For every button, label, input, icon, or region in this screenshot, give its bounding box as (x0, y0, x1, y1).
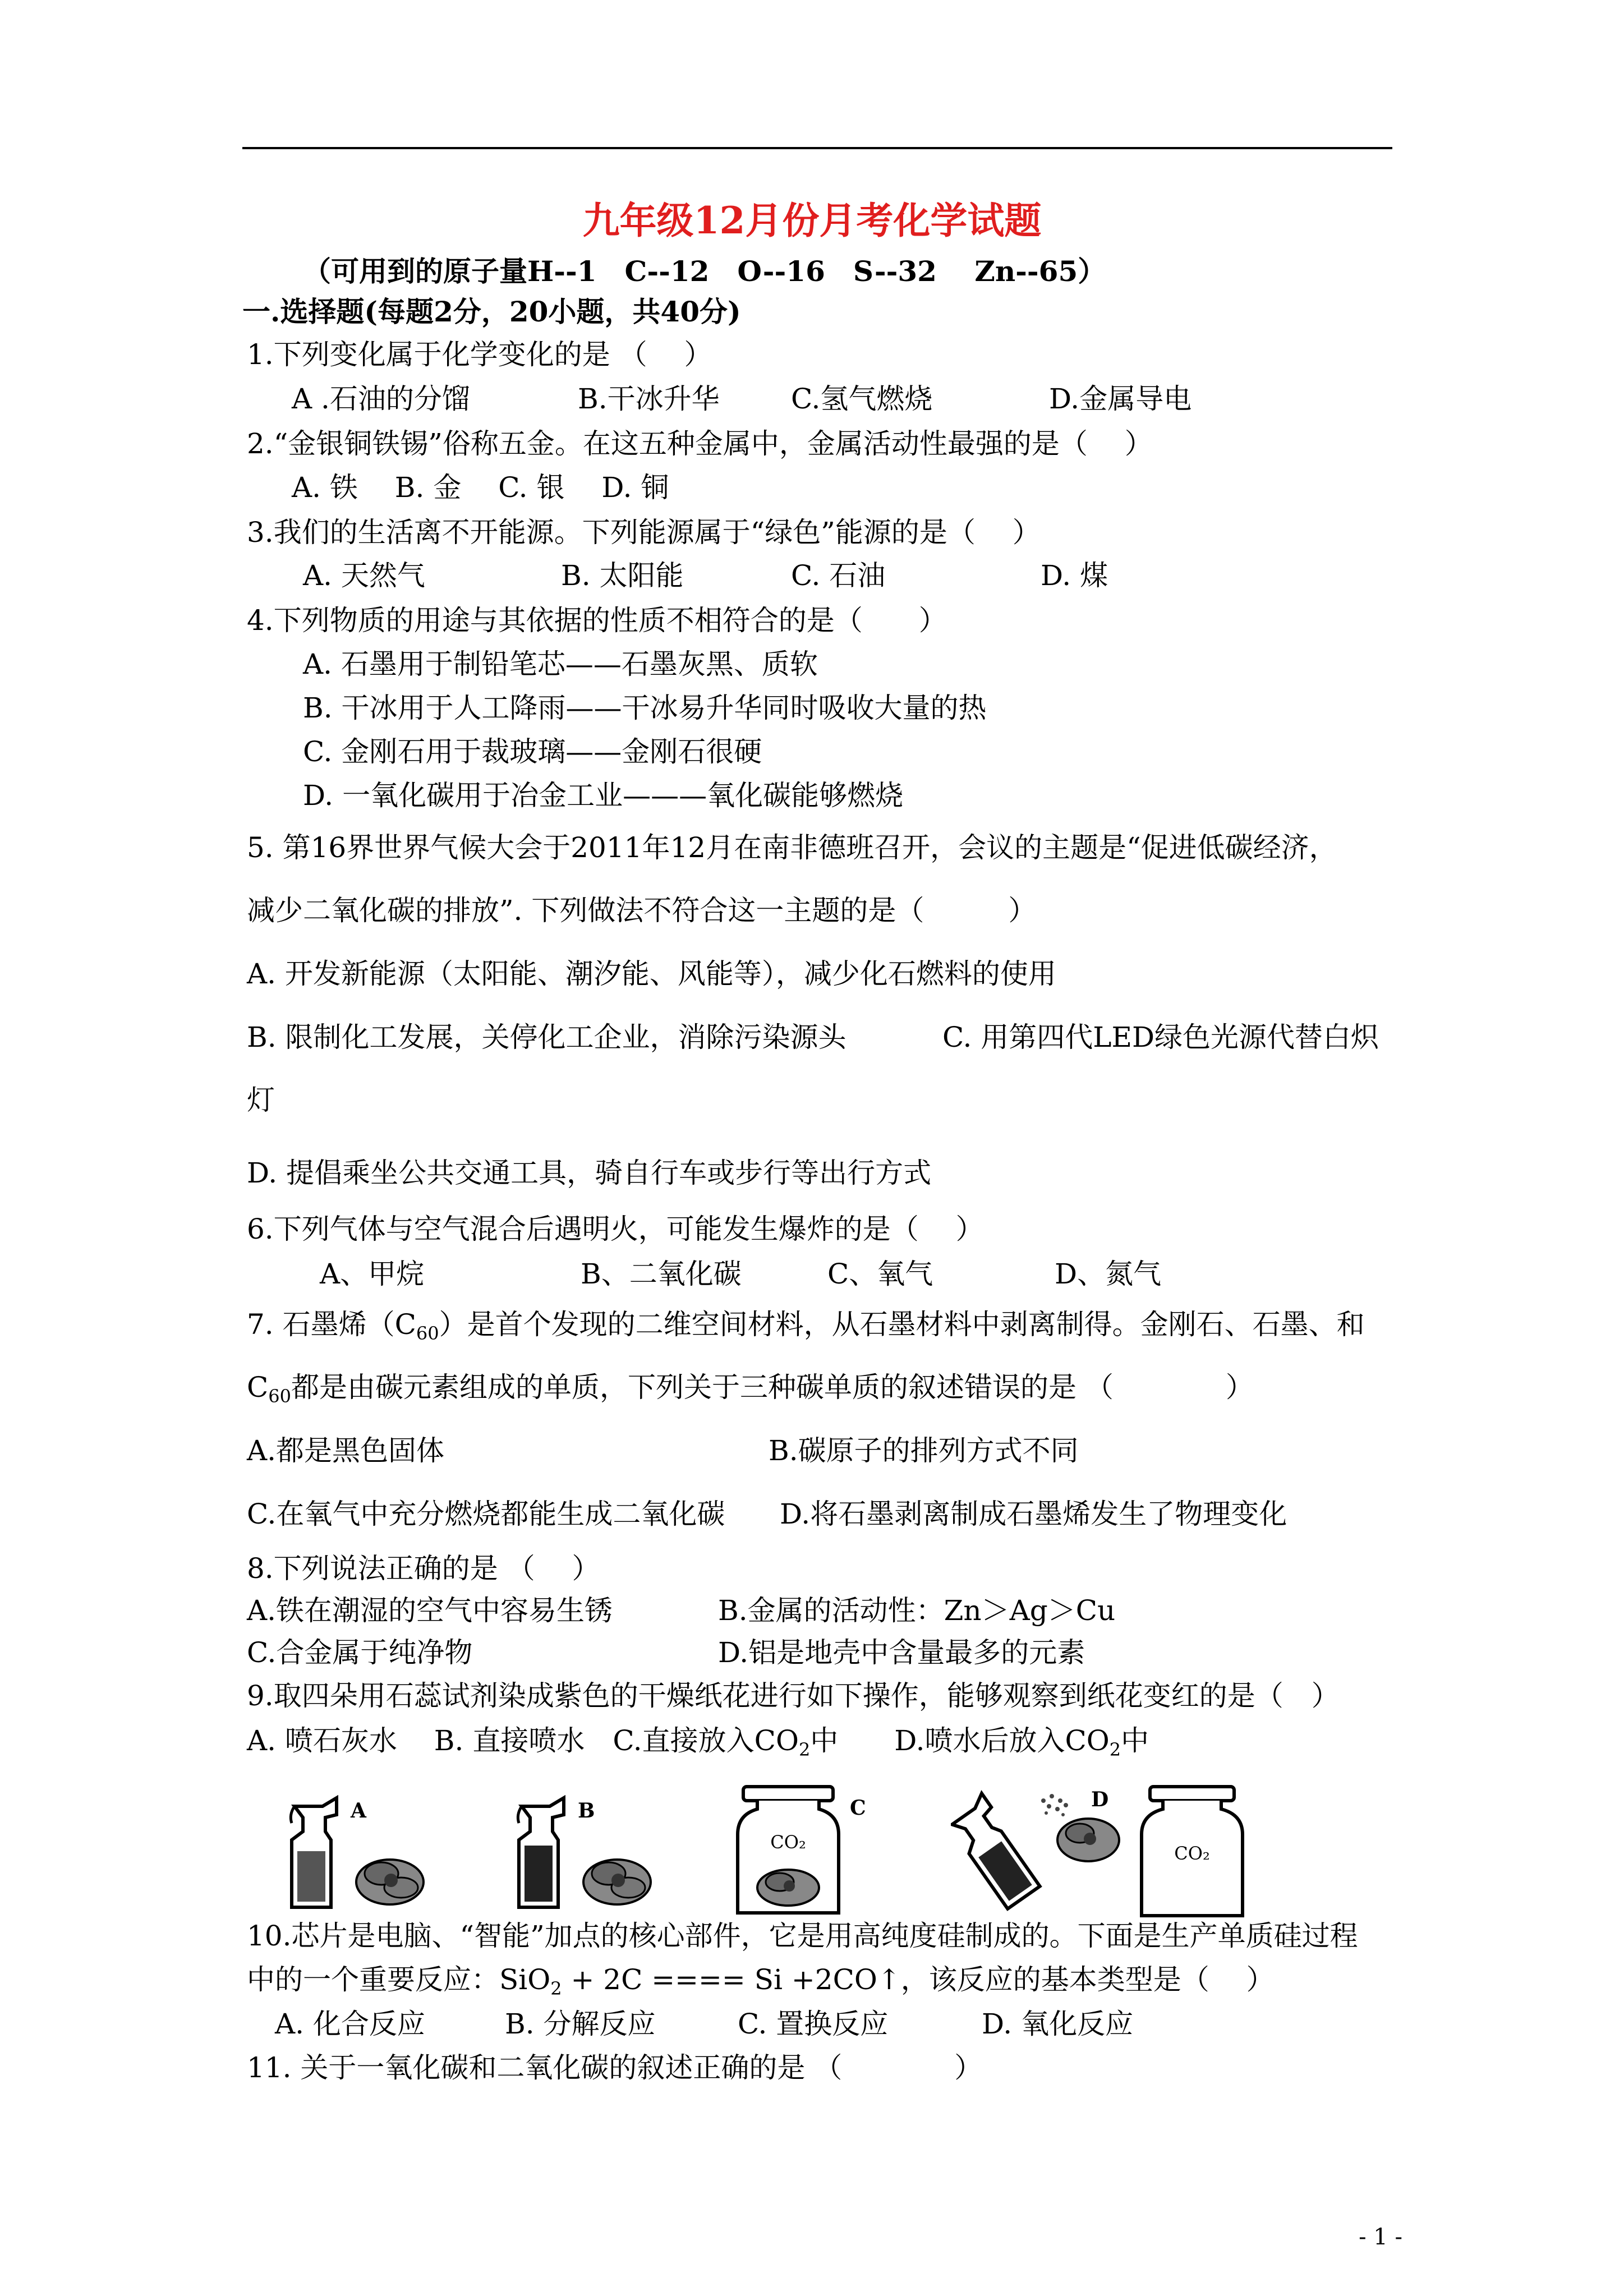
question-3-option-d: D. 煤 (1041, 559, 1108, 592)
question-5-stem-line2: 减少二氧化碳的排放”. 下列做法不符合这一主题的是（ ） (247, 894, 1037, 927)
figure-b-label: B (578, 1799, 595, 1823)
question-2-options: A. 铁 B. 金 C. 银 D. 铜 (292, 471, 669, 504)
question-5-option-c: C. 用第四代LED绿色光源代替白炽 (942, 1021, 1379, 1053)
question-7-stem-line1: 7. 石墨烯$(C_{60})$是首个发现的二维空间材料，从石墨材料中剥离制得。金刚石、石墨、和 (247, 1308, 1365, 1344)
question-9-figures (283, 1784, 1265, 1918)
question-8-option-d: D.铝是地壳中含量最多的元素 (718, 1636, 1085, 1669)
question-7-option-a: A.都是黑色固体 (247, 1434, 445, 1467)
question-10-stem-line2: 中的一个重要反应：SiO$_2$ + 2C ==== Si +2CO↑，该反应的基本类型是（ ） (247, 1963, 1275, 1999)
question-3-option-c: C. 石油 (791, 559, 886, 592)
figure-a-label: A (351, 1799, 366, 1823)
flower-d-icon (1057, 1819, 1119, 1861)
question-9-stem: 9.取四朵用石蕊试剂染成紫色的干燥纸花进行如下操作，能够观察到纸花变红的是（ ） (247, 1680, 1340, 1712)
question-1-option-c: C.氢气燃烧 (791, 383, 933, 415)
question-3-stem: 3.我们的生活离不开能源。下列能源属于“绿色”能源的是（ ） (247, 516, 1041, 549)
question-7-stem-line2: $C_{60}$都是由碳元素组成的单质，下列关于三种碳单质的叙述错误的是 （ ） (247, 1371, 1254, 1407)
question-5-option-c-cont: 灯 (247, 1084, 275, 1116)
question-1-stem: 1.下列变化属于化学变化的是 （ ） (247, 338, 712, 371)
question-4-stem: 4.下列物质的用途与其依据的性质不相符合的是（ ） (247, 604, 947, 637)
question-4-option-a: A. 石墨用于制铅笔芯——石墨灰黑、质软 (303, 648, 818, 680)
question-4-option-d: D. 一氧化碳用于冶金工业———氧化碳能够燃烧 (303, 779, 904, 812)
question-1-option-a: A .石油的分馏 (292, 383, 470, 415)
question-10-option-c: C. 置换反应 (738, 2008, 889, 2040)
atomic-masses: （可用到的原子量H--1 C--12 O--16 S--32 Zn--65） (303, 255, 1106, 288)
question-10-stem-line1: 10.芯片是电脑、“智能”加点的核心部件，它是用高纯度硅制成的。下面是生产单质硅过程 (247, 1920, 1358, 1952)
question-1-option-b: B.干冰升华 (578, 383, 720, 415)
question-6-option-a: A、甲烷 (320, 1258, 425, 1290)
question-5-option-a: A. 开发新能源（太阳能、潮汐能、风能等），减少化石燃料的使用 (247, 958, 1056, 990)
question-6-option-d: D、氮气 (1055, 1258, 1162, 1290)
question-6-option-b: B、二氧化碳 (581, 1258, 742, 1290)
question-1-option-d: D.金属导电 (1049, 383, 1192, 415)
question-11-stem: 11. 关于一氧化碳和二氧化碳的叙述正确的是 （ ） (247, 2051, 983, 2084)
question-5-stem-line1: 5. 第16界世界气候大会于2011年12月在南非德班召开，会议的主题是“促进低碳经济， (247, 831, 1337, 864)
question-5-option-b: B. 限制化工发展，关停化工企业，消除污染源头 (247, 1021, 846, 1053)
question-8-option-a: A.铁在潮湿的空气中容易生锈 (247, 1594, 613, 1627)
question-4-option-b: B. 干冰用于人工降雨——干冰易升华同时吸收大量的热 (303, 692, 987, 724)
question-7-option-d: D.将石墨剥离制成石墨烯发生了物理变化 (780, 1498, 1287, 1530)
page-number: - 1 - (1359, 2224, 1402, 2250)
question-4-option-c: C. 金刚石用于裁玻璃——金刚石很硬 (303, 735, 762, 768)
figure-d-label: D (1091, 1788, 1109, 1811)
figure-d-co2-text: CO₂ (1174, 1843, 1210, 1864)
section-heading: 一.选择题(每题2分，20小题，共40分) (242, 295, 741, 328)
question-3-option-b: B. 太阳能 (561, 559, 684, 592)
question-10-option-b: B. 分解反应 (505, 2008, 656, 2040)
figure-c-gas-jar (732, 1784, 878, 1918)
exam-title: 九年级12月份月考化学试题 (582, 199, 1042, 242)
question-8-stem: 8.下列说法正确的是 （ ） (247, 1552, 600, 1585)
figure-b-spray-bottle (510, 1784, 668, 1918)
question-10-option-a: A. 化合反应 (275, 2008, 425, 2040)
figure-c-co2-text: CO₂ (770, 1832, 806, 1853)
flower-b-icon (583, 1860, 651, 1904)
flower-a-icon (356, 1860, 424, 1904)
question-8-option-b: B.金属的活动性：Zn＞Ag＞Cu (718, 1594, 1116, 1627)
question-8-option-c: C.合金属于纯净物 (247, 1636, 473, 1669)
spray-droplets (1041, 1794, 1068, 1816)
flower-c-icon (757, 1870, 819, 1906)
figure-d-spray-then-jar (951, 1784, 1265, 1918)
question-5-option-d: D. 提倡乘坐公共交通工具，骑自行车或步行等出行方式 (247, 1157, 932, 1189)
question-10-option-d: D. 氧化反应 (982, 2008, 1134, 2040)
question-3-option-a: A. 天然气 (303, 559, 425, 592)
question-9-options: A. 喷石灰水 B. 直接喷水 C.直接放入$CO_2$中 D.喷水后放入$CO_2$中 (247, 1724, 1149, 1760)
question-7-option-c: C.在氧气中充分燃烧都能生成二氧化碳 (247, 1498, 725, 1530)
header-rule (242, 147, 1392, 149)
question-2-stem: 2.“金银铜铁锡”俗称五金。在这五种金属中，金属活动性最强的是（ ） (247, 427, 1153, 460)
question-7-option-b: B.碳原子的排列方式不同 (769, 1434, 1079, 1467)
figure-a-spray-bottle (283, 1784, 440, 1918)
question-6-stem: 6.下列气体与空气混合后遇明火，可能发生爆炸的是（ ） (247, 1213, 984, 1245)
figure-c-label: C (850, 1796, 866, 1820)
question-6-option-c: C、氧气 (827, 1258, 933, 1290)
